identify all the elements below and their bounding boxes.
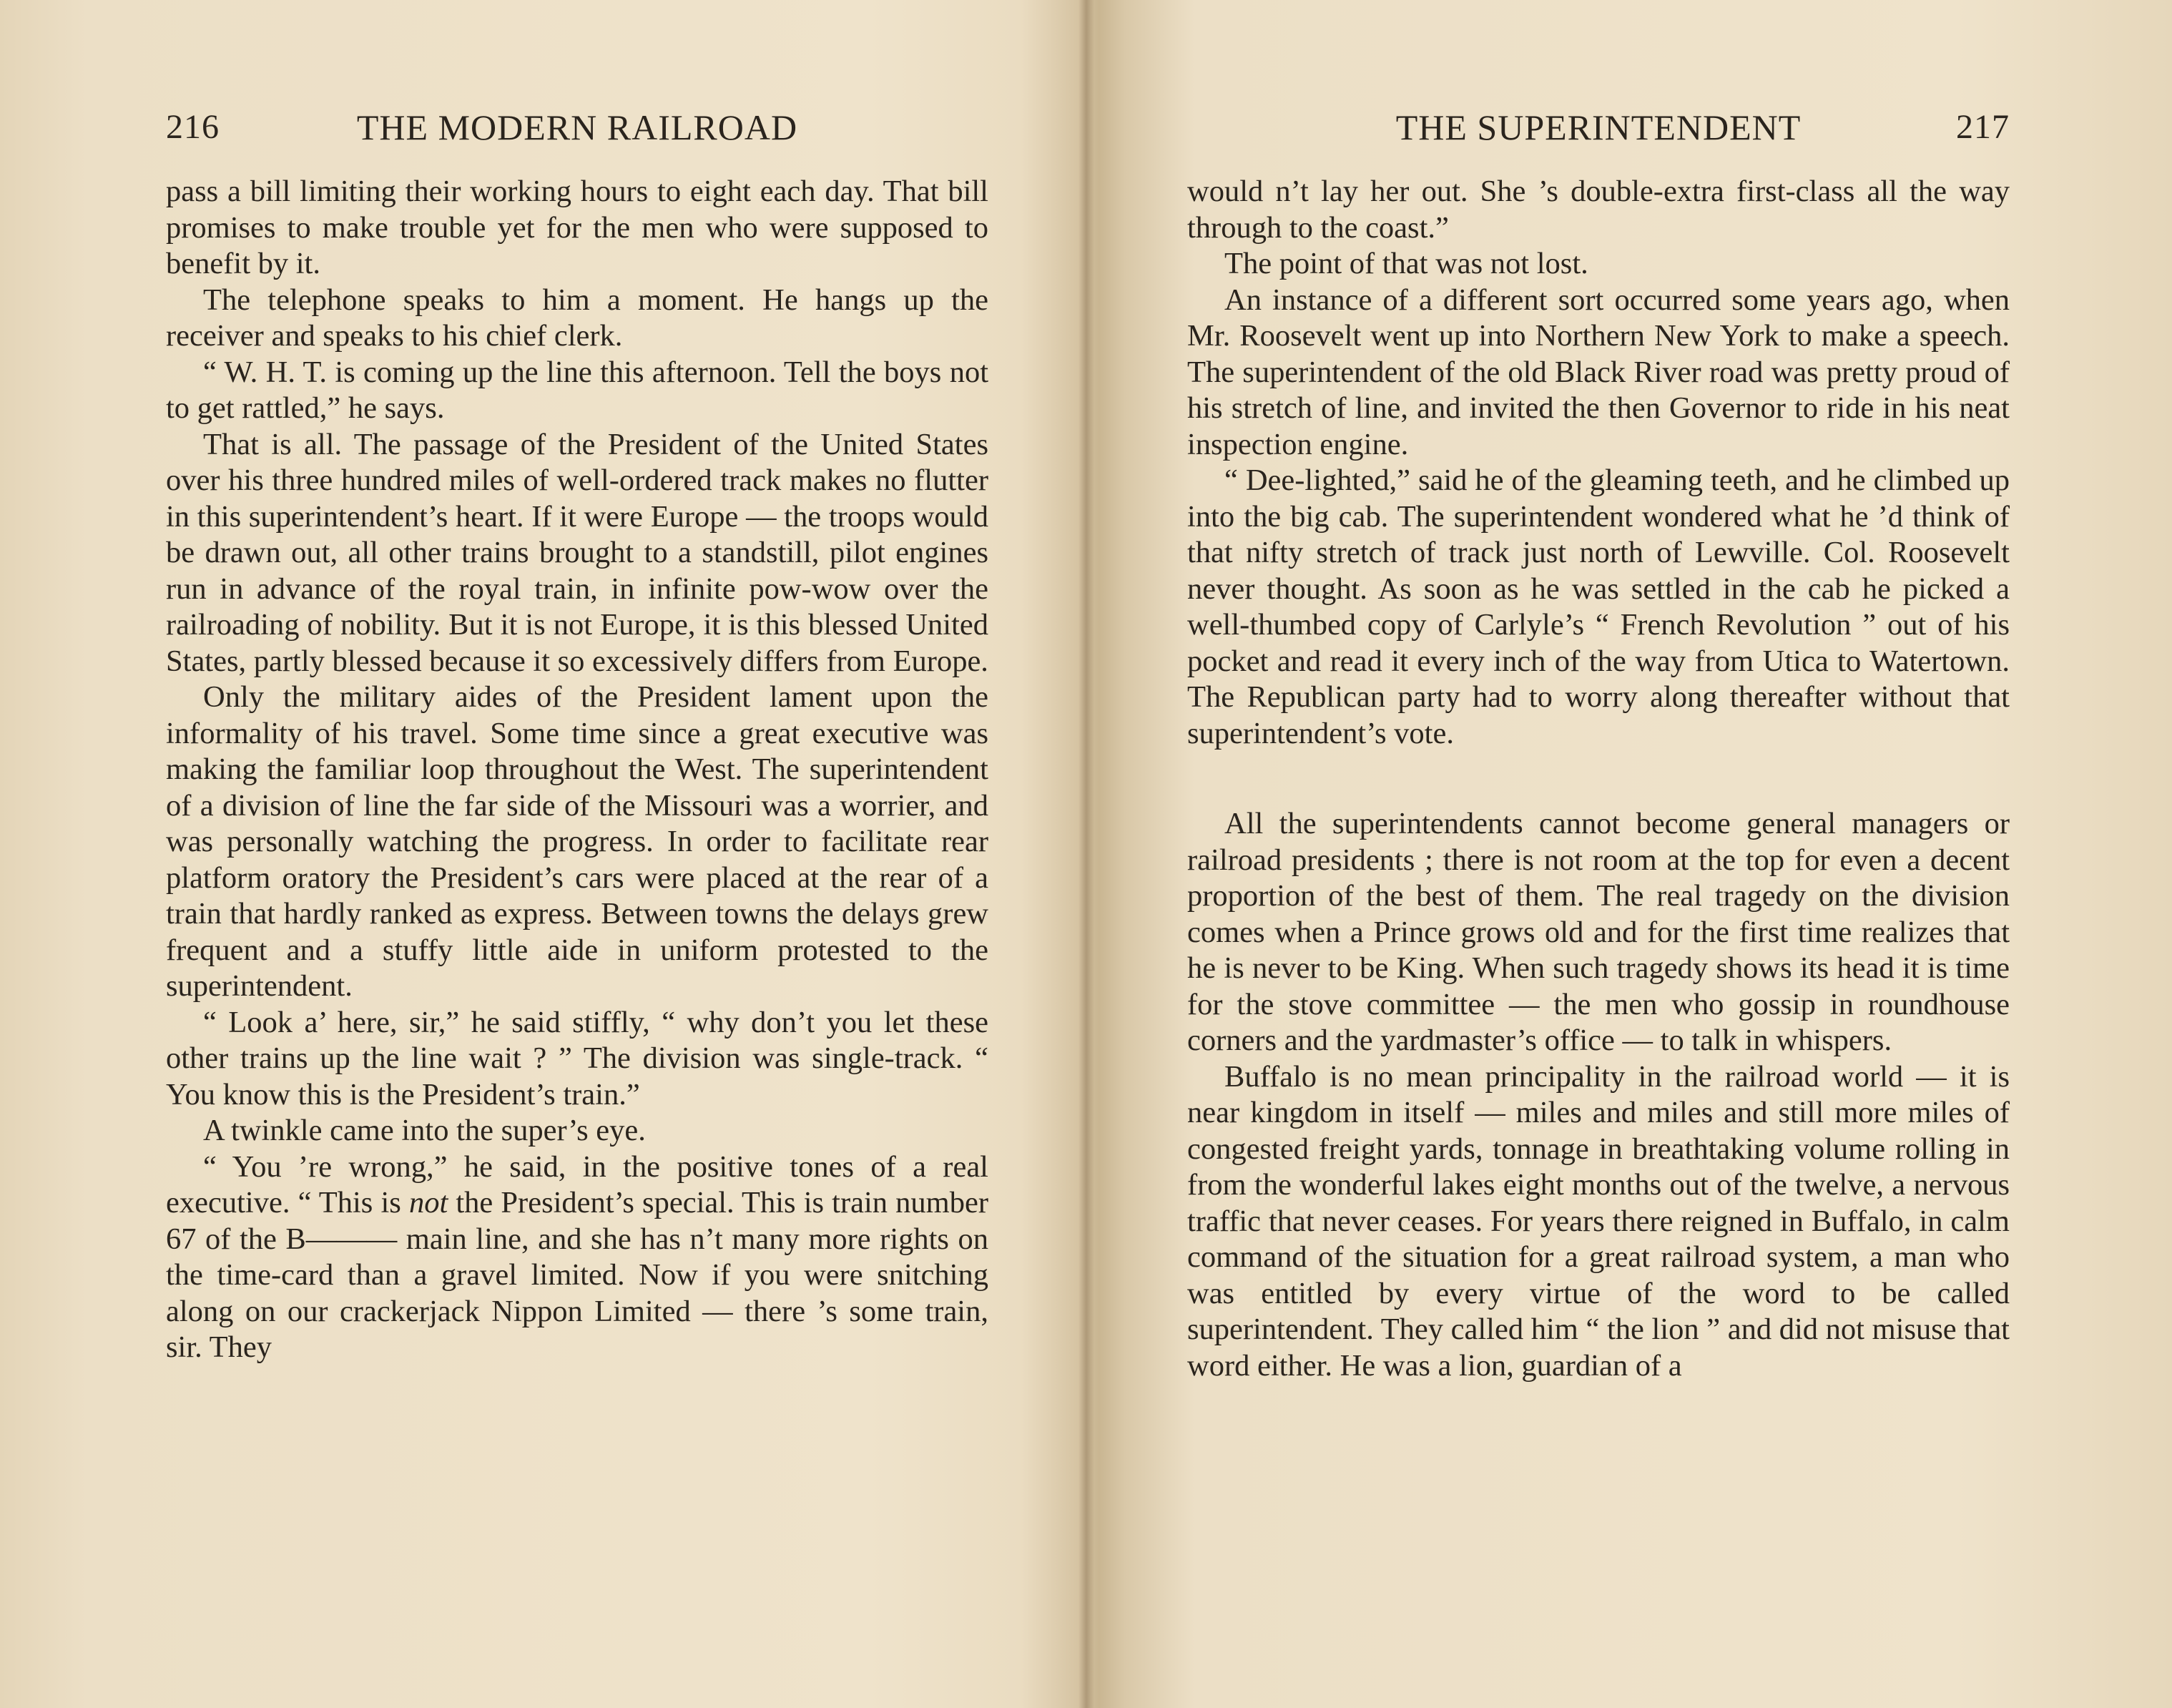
paragraph: “ W. H. T. is coming up the line this afternoon. Tell the boys not to get rattled,” he says. [166, 355, 988, 425]
left-page [0, 0, 1080, 1708]
right-page [1094, 0, 2172, 1708]
paragraph-with-emphasis [166, 1149, 988, 1366]
right-running-head [1187, 106, 2010, 149]
paragraph: An instance of a different sort occurred some years ago, when Mr. Roosevelt went up into Northern New York to make a speech. The superintendent of the old Black River road was pretty proud of his stretch of line, and invited the then Governor to ride in his neat inspection engine. [1187, 283, 2010, 461]
left-page-number: 216 [166, 108, 220, 146]
paragraph: Only the military aides of the President lament upon the informality of his travel. Some time since a great executive was making the familiar loop throughout the West. The superintendent of a division of line the far side of the Missouri was a worrier, and was personally watching the progress. In order to facilitate rear platform oratory the President’s cars were placed at the rear of a train that hardly ranked as express. Between towns the delays grew frequent and a stuffy little aide in uniform protested to the superintendent. [166, 680, 988, 1003]
paragraph: The point of that was not lost. [1224, 247, 1588, 280]
paragraph: Buffalo is no mean principality in the railroad world — it is near kingdom in itself — miles and miles and still more miles of congested freight yards, tonnage in breathtaking volume rolling in from the wonderful lakes eight months out of the twelve, a nervous traffic that never ceases. For years there reigned in Buffalo, in calm command of the situation for a great railroad system, a man who was entitled by every virtue of the word to be called superintendent. They called him “ the lion ” and did not misuse that word either. He was a lion, guardian of a [1187, 1059, 2010, 1383]
emphasized-word: not [408, 1186, 448, 1219]
paragraph: pass a bill limiting their working hours to eight each day. That bill promises to make trouble yet for the men who were supposed to benefit by it. [166, 175, 988, 280]
text-run: “ You ’re wrong,” he said, in the positive tones of a real executive. “ This is [166, 1149, 988, 1219]
left-running-title: THE MODERN RAILROAD [356, 107, 798, 147]
book-spine [1078, 0, 1094, 1708]
paragraph: The telephone speaks to him a moment. He hangs up the receiver and speaks to his chief clerk. [166, 283, 988, 353]
right-page-number: 217 [1956, 108, 2010, 146]
paragraph: “ Dee-lighted,” said he of the gleaming teeth, and he climbed up into the big cab. The superintendent wondered what he ’d think of that nifty stretch of track just north of Lewville. Col. Roosevelt never thought. As soon as he was settled in the cab he picked a well-thumbed copy of Carlyle’s “ French Revolution ” out of his pocket and read it every inch of the way from Utica to Watertown. The Republican party had to worry along thereafter without that superintendent’s vote. [1187, 463, 2010, 750]
left-running-head [166, 106, 988, 149]
right-page-body [1187, 174, 2010, 1384]
paragraph: “ Look a’ here, sir,” he said stiffly, “ why don’t you let these other trains up the line wait ? ” The division was single-track. “ You know this is the President’s train.” [166, 1005, 988, 1111]
left-page-body [166, 174, 988, 1366]
paragraph: would n’t lay her out. She ’s double-extra first-class all the way through to the coast.” [1187, 175, 2010, 245]
text-run: the President’s special. This is train number 67 of the B——— main line, and she has n’t many more rights on the time-card than a gravel limited. Now if you were snitching along on our crackerjack Nippon Limited — there ’s some train, sir. They [166, 1186, 988, 1364]
right-running-title: THE SUPERINTENDENT [1395, 107, 1802, 147]
paragraph: A twinkle came into the super’s eye. [203, 1114, 646, 1147]
paragraph: All the superintendents cannot become general managers or railroad presidents ; there is not room at the top for even a decent proportion of the best of them. The real tragedy on the division comes when a Prince grows old and for the first time realizes that he is never to be King. When such tragedy shows its head it is time for the stove committee — the men who gossip in roundhouse corners and the yardmaster’s office — to talk in whispers. [1187, 807, 2010, 1057]
paragraph: That is all. The passage of the President of the United States over his three hundred miles of well-ordered track makes no flutter in this superintendent’s heart. If it were Europe — the troops would be drawn out, all other trains brought to a standstill, pilot engines run in advance of the royal train, in infinite pow-wow over the railroading of nobility. But it is not Europe, it is this blessed United States, partly blessed because it so excessively differs from Europe. [166, 427, 988, 678]
